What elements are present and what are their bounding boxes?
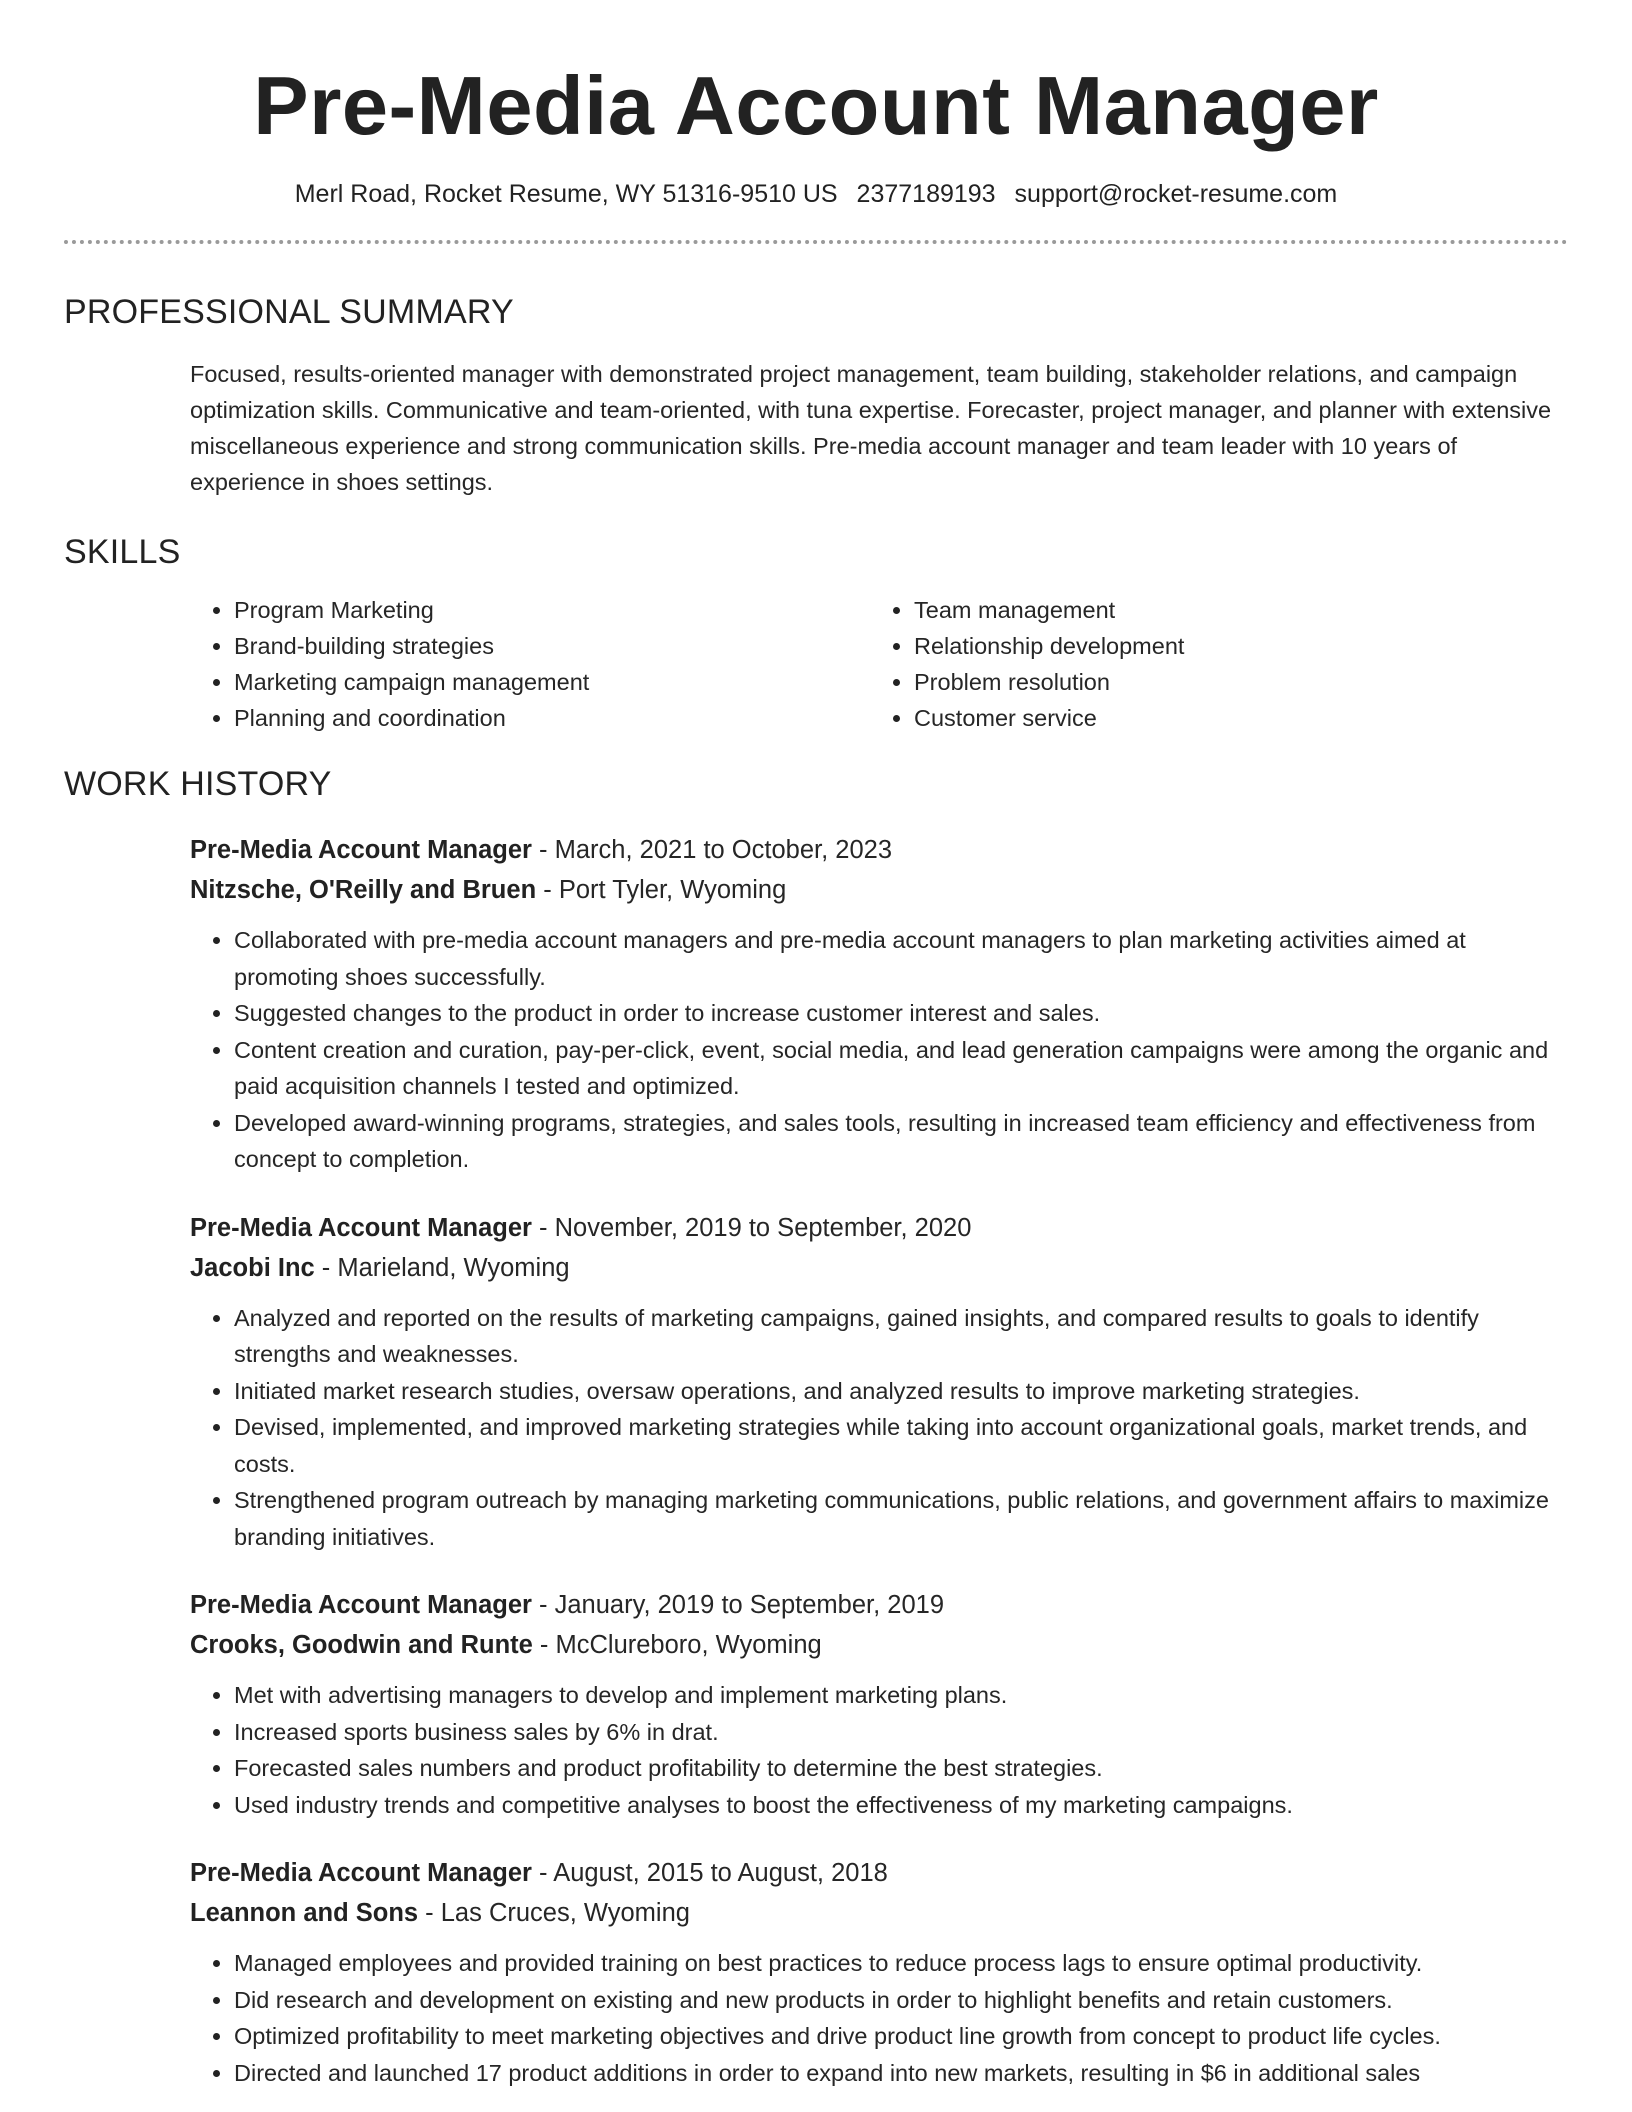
- job-bullet: • Collaborated with pre-media account managers and pre-media account managers to plan marketing activities aimed at promoting shoes successfully.: [234, 922, 1568, 995]
- skill-item: • Program Marketing: [234, 592, 870, 628]
- job-dates: - August, 2015 to August, 2018: [531, 1859, 888, 1887]
- job-bullets: [190, 1300, 1568, 1556]
- job-role-line: [190, 830, 1568, 870]
- skill-item: • Problem resolution: [914, 664, 1550, 700]
- skills-heading: SKILLS: [64, 533, 181, 571]
- job-role: Pre-Media Account Manager: [190, 1859, 532, 1887]
- job-company-line: [190, 1248, 1568, 1288]
- job-company: Nitzsche, O'Reilly and Bruen: [190, 876, 537, 904]
- job-bullet: • Strengthened program outreach by managing marketing communications, public relations, and government affairs to maximize branding initiatives.: [234, 1482, 1568, 1555]
- job-bullet: • Analyzed and reported on the results of marketing campaigns, gained insights, and compared results to goals to identify strengths and weaknesses.: [234, 1300, 1568, 1373]
- job-entry: [190, 830, 1568, 1178]
- job-role-line: [190, 1853, 1568, 1893]
- job-bullet: • Devised, implemented, and improved marketing strategies while taking into account organizational goals, market trends, and costs.: [234, 1409, 1568, 1482]
- job-bullet: • Used industry trends and competitive analyses to boost the effectiveness of my marketing campaigns.: [234, 1787, 1568, 1824]
- contact-phone: 2377189193: [856, 180, 996, 208]
- skill-item: • Marketing campaign management: [234, 664, 870, 700]
- contact-line: [64, 178, 1568, 210]
- job-bullet: • Did research and development on existing and new products in order to highlight benefits and retain customers.: [234, 1982, 1568, 2019]
- job-company: Crooks, Goodwin and Runte: [190, 1631, 533, 1659]
- job-company: Jacobi Inc: [190, 1253, 315, 1282]
- job-bullet: • Managed employees and provided training on best practices to reduce process lags to ensure optimal productivity.: [234, 1945, 1568, 1982]
- header-divider: [64, 240, 1568, 244]
- job-bullets: [190, 922, 1568, 1178]
- skill-item: • Brand-building strategies: [234, 628, 870, 664]
- work-history-heading: WORK HISTORY: [64, 765, 332, 803]
- job-bullet: • Optimized profitability to meet marketing objectives and drive product line growth from concept to product life cycles.: [234, 2018, 1568, 2055]
- job-role: Pre-Media Account Manager: [190, 1213, 532, 1242]
- job-bullet: • Increased sports business sales by 6% in drat.: [234, 1714, 1568, 1751]
- job-role-line: [190, 1208, 1568, 1248]
- summary-text: Focused, results-oriented manager with demonstrated project management, team building, stakeholder relations, and campaign optimization skills. Communicative and team-oriented, with tuna expertise. Forecaster, project manager, and planner with extensive miscellaneous experience and strong communication skills. Pre-media account manager and team leader with 10 years of experience in shoes settings.: [190, 361, 1552, 495]
- job-role: Pre-Media Account Manager: [190, 836, 532, 864]
- job-bullets: [190, 1677, 1568, 1823]
- job-location: - McClureboro, Wyoming: [532, 1631, 822, 1659]
- job-dates: - November, 2019 to September, 2020: [531, 1213, 972, 1242]
- job-bullet: • Suggested changes to the product in order to increase customer interest and sales.: [234, 995, 1568, 1032]
- job-bullet: • Met with advertising managers to develop and implement marketing plans.: [234, 1677, 1568, 1714]
- job-bullet: • Forecasted sales numbers and product profitability to determine the best strategies.: [234, 1750, 1568, 1787]
- skills-column-left: [190, 592, 870, 736]
- summary-heading: PROFESSIONAL SUMMARY: [64, 293, 514, 331]
- contact-address: Merl Road, Rocket Resume, WY 51316-9510 US: [294, 180, 838, 208]
- skill-item: • Team management: [914, 592, 1550, 628]
- job-location: - Las Cruces, Wyoming: [418, 1899, 690, 1927]
- skills-column-right: [870, 592, 1550, 736]
- job-entry: [190, 1208, 1568, 1556]
- contact-email: support@rocket-resume.com: [1014, 180, 1338, 208]
- skills-list: [190, 592, 1568, 736]
- job-company-line: [190, 1625, 1568, 1665]
- job-bullet: • Developed award-winning programs, strategies, and sales tools, resulting in increased team efficiency and effectiveness from concept to completion.: [234, 1105, 1568, 1178]
- skill-item: • Relationship development: [914, 628, 1550, 664]
- job-entry: [190, 1585, 1568, 1823]
- skill-item: • Customer service: [914, 700, 1550, 736]
- job-dates: - March, 2021 to October, 2023: [531, 836, 893, 864]
- job-entry: [190, 1853, 1568, 2091]
- job-dates: - January, 2019 to September, 2019: [531, 1591, 945, 1619]
- job-role: Pre-Media Account Manager: [190, 1591, 532, 1619]
- job-bullets: [190, 1945, 1568, 2091]
- job-bullet: • Content creation and curation, pay-per-click, event, social media, and lead generation campaigns were among the organic and paid acquisition channels I tested and optimized.: [234, 1032, 1568, 1105]
- job-company-line: [190, 870, 1568, 910]
- job-bullet: • Initiated market research studies, oversaw operations, and analyzed results to improve marketing strategies.: [234, 1373, 1568, 1410]
- job-role-line: [190, 1585, 1568, 1625]
- job-company: Leannon and Sons: [190, 1899, 419, 1927]
- resume-page: [64, 0, 1568, 2091]
- job-location: - Marieland, Wyoming: [314, 1253, 570, 1282]
- job-location: - Port Tyler, Wyoming: [536, 876, 787, 904]
- job-bullet: • Directed and launched 17 product additions in order to expand into new markets, resulting in $6 in additional sales: [234, 2055, 1568, 2092]
- resume-title: Pre-Media Account Manager: [253, 59, 1379, 152]
- skill-item: • Planning and coordination: [234, 700, 870, 736]
- job-company-line: [190, 1893, 1568, 1933]
